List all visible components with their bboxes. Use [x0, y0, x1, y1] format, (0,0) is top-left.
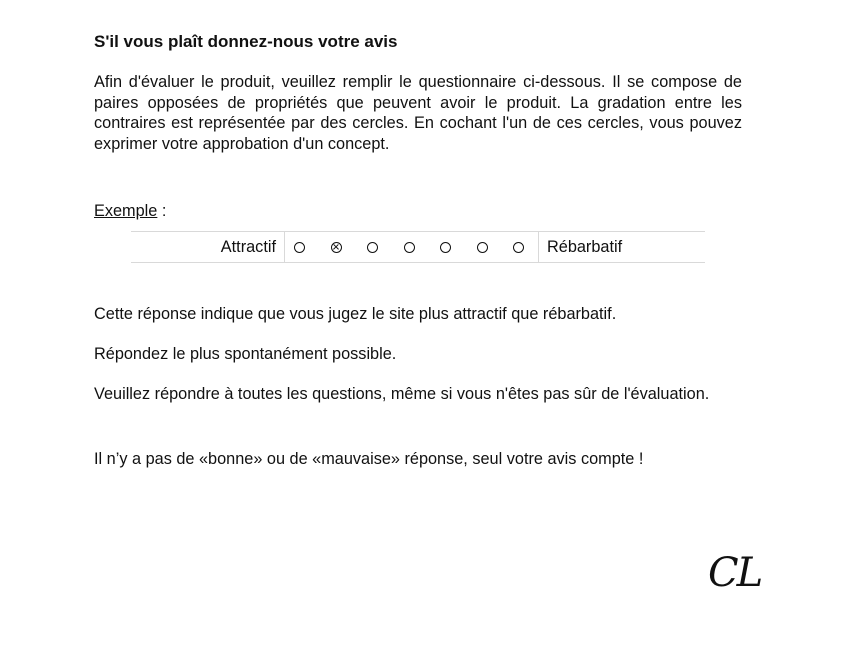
spontaneity-paragraph: Répondez le plus spontanément possible. — [94, 345, 397, 363]
radio-circle-4[interactable] — [404, 242, 415, 253]
radio-circle-5[interactable] — [440, 242, 451, 253]
radio-circle-7[interactable] — [513, 242, 524, 253]
example-heading — [94, 201, 166, 221]
no-right-answer-paragraph: Il n’y a pas de «bonne» ou de «mauvaise» réponse, seul votre avis compte ! — [94, 450, 644, 468]
intro-paragraph: Afin d'évaluer le produit, veuillez remplir le questionnaire ci-dessous. Il se compose de paires opposées de propriétés que peuvent avoir le produit. La gradation entre les contraires est représentée par des cercles. En cochant l'un de ces cercles, vous pouvez exprimer votre approbation d'un concept. — [94, 73, 742, 153]
answer-all-paragraph: Veuillez répondre à toutes les questions, même si vous n'êtes pas sûr de l'évaluation. — [94, 385, 710, 403]
left-term: Attractif — [220, 237, 276, 256]
example-label-suffix: : — [157, 202, 167, 220]
radio-circle-2-checked[interactable] — [331, 242, 342, 253]
radio-circle-6[interactable] — [477, 242, 488, 253]
right-term: Rébarbatif — [547, 237, 623, 256]
example-rating-row — [131, 231, 705, 263]
left-term-cell — [131, 232, 285, 262]
radio-circle-3[interactable] — [367, 242, 378, 253]
right-term-cell — [539, 232, 622, 262]
explanation-paragraph: Cette réponse indique que vous jugez le site plus attractif que rébarbatif. — [94, 305, 617, 323]
page-title: S'il vous plaît donnez-nous votre avis — [94, 32, 398, 51]
example-label: Exemple — [94, 202, 158, 220]
radio-circle-1[interactable] — [294, 242, 305, 253]
signature-logo: CL — [708, 550, 762, 596]
rating-scale — [285, 232, 539, 262]
questionnaire-instructions — [94, 31, 742, 468]
